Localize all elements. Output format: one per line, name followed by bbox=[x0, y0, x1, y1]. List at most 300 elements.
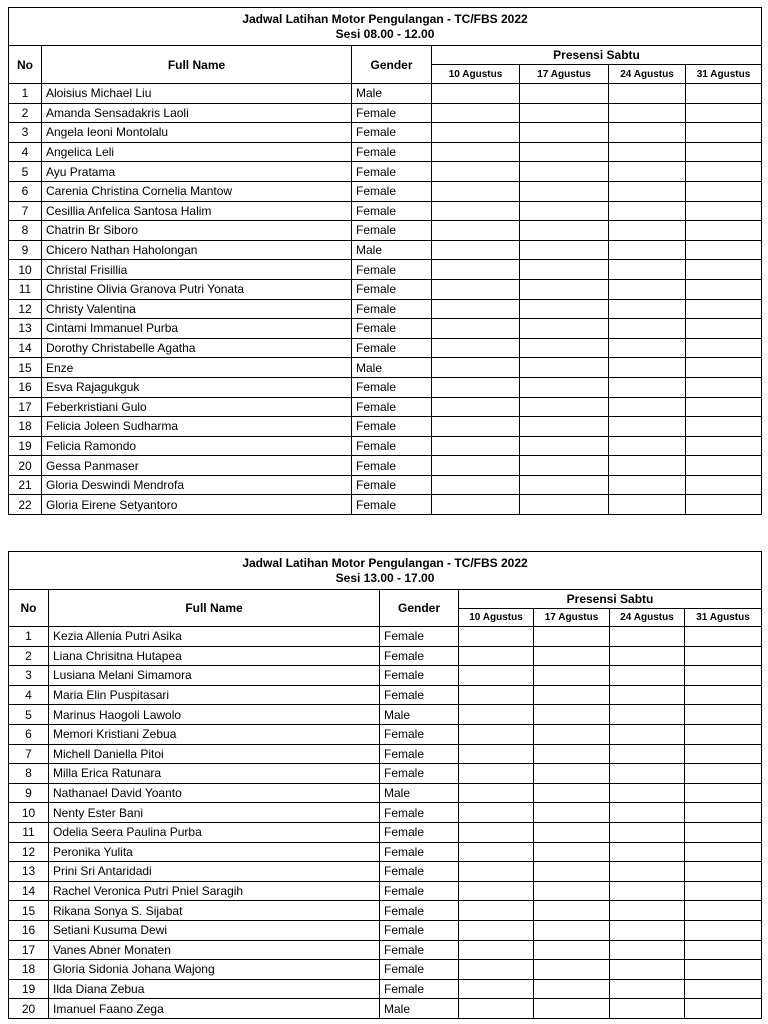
attendance-cell[interactable] bbox=[685, 822, 762, 842]
attendance-cell[interactable] bbox=[609, 358, 686, 378]
attendance-cell[interactable] bbox=[686, 417, 762, 437]
row-number: 11 bbox=[9, 279, 42, 299]
attendance-cell[interactable] bbox=[534, 764, 610, 784]
attendance-cell[interactable] bbox=[534, 920, 610, 940]
attendance-cell[interactable] bbox=[432, 279, 520, 299]
attendance-cell[interactable] bbox=[685, 803, 762, 823]
row-number: 12 bbox=[9, 842, 49, 862]
attendance-cell[interactable] bbox=[432, 142, 520, 162]
row-number: 9 bbox=[9, 240, 42, 260]
attendance-cell[interactable] bbox=[534, 940, 610, 960]
attendance-cell[interactable] bbox=[432, 201, 520, 221]
attendance-cell[interactable] bbox=[459, 783, 534, 803]
student-gender: Female bbox=[380, 666, 459, 686]
student-gender: Female bbox=[352, 319, 432, 339]
row-number: 12 bbox=[9, 299, 42, 319]
title-text: Jadwal Latihan Motor Pengulangan - TC/FBS 2022 bbox=[242, 11, 528, 26]
row-number: 13 bbox=[9, 862, 49, 882]
attendance-cell[interactable] bbox=[534, 666, 610, 686]
attendance-cell[interactable] bbox=[686, 475, 762, 495]
row-number: 21 bbox=[9, 475, 42, 495]
attendance-cell[interactable] bbox=[459, 627, 534, 647]
header-date: 31 Agustus bbox=[686, 65, 762, 84]
attendance-cell[interactable] bbox=[609, 123, 686, 143]
attendance-cell[interactable] bbox=[520, 417, 609, 437]
attendance-cell[interactable] bbox=[459, 666, 534, 686]
attendance-cell[interactable] bbox=[520, 475, 609, 495]
attendance-cell[interactable] bbox=[459, 724, 534, 744]
student-gender: Female bbox=[352, 436, 432, 456]
student-gender: Male bbox=[380, 705, 459, 725]
attendance-cell[interactable] bbox=[609, 436, 686, 456]
attendance-cell[interactable] bbox=[609, 495, 686, 515]
student-gender: Female bbox=[352, 162, 432, 182]
session-time: Sesi 13.00 - 17.00 bbox=[335, 570, 435, 585]
attendance-cell[interactable] bbox=[459, 920, 534, 940]
row-number: 19 bbox=[9, 979, 49, 999]
attendance-cell[interactable] bbox=[685, 940, 762, 960]
table-row bbox=[9, 685, 762, 705]
attendance-cell[interactable] bbox=[686, 260, 762, 280]
student-name: Rikana Sonya S. Sijabat bbox=[49, 901, 380, 921]
student-name: Amanda Sensadakris Laoli bbox=[42, 103, 352, 123]
table-row bbox=[9, 783, 762, 803]
header-date: 17 Agustus bbox=[534, 609, 610, 627]
attendance-cell[interactable] bbox=[609, 84, 686, 104]
attendance-cell[interactable] bbox=[609, 142, 686, 162]
attendance-cell[interactable] bbox=[610, 881, 685, 901]
attendance-cell[interactable] bbox=[520, 319, 609, 339]
student-gender: Male bbox=[352, 84, 432, 104]
attendance-cell[interactable] bbox=[686, 84, 762, 104]
attendance-cell[interactable] bbox=[685, 999, 762, 1019]
attendance-cell[interactable] bbox=[686, 358, 762, 378]
attendance-cell[interactable] bbox=[520, 436, 609, 456]
table-row bbox=[9, 103, 762, 123]
row-number: 2 bbox=[9, 103, 42, 123]
attendance-cell[interactable] bbox=[609, 201, 686, 221]
row-number: 8 bbox=[9, 764, 49, 784]
student-gender: Female bbox=[352, 279, 432, 299]
attendance-cell[interactable] bbox=[459, 979, 534, 999]
attendance-cell[interactable] bbox=[520, 495, 609, 515]
table-row bbox=[9, 744, 762, 764]
attendance-cell[interactable] bbox=[609, 240, 686, 260]
student-gender: Female bbox=[380, 646, 459, 666]
student-name: Felicia Joleen Sudharma bbox=[42, 417, 352, 437]
attendance-cell[interactable] bbox=[534, 724, 610, 744]
student-name: Cintami Immanuel Purba bbox=[42, 319, 352, 339]
attendance-cell[interactable] bbox=[610, 822, 685, 842]
attendance-cell[interactable] bbox=[459, 940, 534, 960]
student-gender: Female bbox=[380, 764, 459, 784]
attendance-cell[interactable] bbox=[686, 201, 762, 221]
student-gender: Female bbox=[352, 456, 432, 476]
student-name: Odelia Seera Paulina Purba bbox=[49, 822, 380, 842]
attendance-cell[interactable] bbox=[610, 764, 685, 784]
attendance-cell[interactable] bbox=[520, 221, 609, 241]
attendance-cell[interactable] bbox=[459, 901, 534, 921]
student-name: Prini Sri Antaridadi bbox=[49, 862, 380, 882]
attendance-cell[interactable] bbox=[432, 162, 520, 182]
student-name: Rachel Veronica Putri Pniel Saragih bbox=[49, 881, 380, 901]
attendance-cell[interactable] bbox=[432, 221, 520, 241]
attendance-cell[interactable] bbox=[609, 377, 686, 397]
row-number: 1 bbox=[9, 84, 42, 104]
student-gender: Female bbox=[380, 960, 459, 980]
student-name: Gloria Deswindi Mendrofa bbox=[42, 475, 352, 495]
table-row bbox=[9, 646, 762, 666]
attendance-cell[interactable] bbox=[609, 260, 686, 280]
attendance-cell[interactable] bbox=[520, 456, 609, 476]
attendance-cell[interactable] bbox=[520, 103, 609, 123]
attendance-cell[interactable] bbox=[534, 646, 610, 666]
attendance-cell[interactable] bbox=[432, 299, 520, 319]
header-date: 10 Agustus bbox=[432, 65, 520, 84]
attendance-cell[interactable] bbox=[534, 901, 610, 921]
attendance-cell[interactable] bbox=[685, 724, 762, 744]
row-number: 4 bbox=[9, 142, 42, 162]
attendance-cell[interactable] bbox=[459, 999, 534, 1019]
header-date: 24 Agustus bbox=[610, 609, 685, 627]
table-row bbox=[9, 901, 762, 921]
attendance-cell[interactable] bbox=[432, 456, 520, 476]
attendance-cell[interactable] bbox=[520, 358, 609, 378]
table-row bbox=[9, 960, 762, 980]
table-row bbox=[9, 920, 762, 940]
attendance-cell[interactable] bbox=[534, 999, 610, 1019]
attendance-cell[interactable] bbox=[534, 842, 610, 862]
student-name: Maria Elin Puspitasari bbox=[49, 685, 380, 705]
attendance-cell[interactable] bbox=[686, 436, 762, 456]
attendance-cell[interactable] bbox=[685, 744, 762, 764]
attendance-cell[interactable] bbox=[686, 279, 762, 299]
attendance-cell[interactable] bbox=[520, 377, 609, 397]
row-number: 14 bbox=[9, 338, 42, 358]
row-number: 1 bbox=[9, 627, 49, 647]
row-number: 7 bbox=[9, 201, 42, 221]
row-number: 20 bbox=[9, 999, 49, 1019]
table-row bbox=[9, 299, 762, 319]
table-row bbox=[9, 475, 762, 495]
student-name: Gessa Panmaser bbox=[42, 456, 352, 476]
table-row bbox=[9, 822, 762, 842]
attendance-cell[interactable] bbox=[685, 646, 762, 666]
attendance-cell[interactable] bbox=[520, 240, 609, 260]
attendance-cell[interactable] bbox=[520, 162, 609, 182]
header-gender: Gender bbox=[380, 590, 459, 627]
attendance-cell[interactable] bbox=[459, 822, 534, 842]
header-gender: Gender bbox=[352, 46, 432, 84]
row-number: 3 bbox=[9, 123, 42, 143]
row-number: 10 bbox=[9, 260, 42, 280]
attendance-cell[interactable] bbox=[459, 764, 534, 784]
attendance-cell[interactable] bbox=[685, 979, 762, 999]
attendance-cell[interactable] bbox=[686, 456, 762, 476]
attendance-cell[interactable] bbox=[520, 84, 609, 104]
student-name: Carenia Christina Cornelia Mantow bbox=[42, 181, 352, 201]
attendance-cell[interactable] bbox=[609, 279, 686, 299]
attendance-cell[interactable] bbox=[610, 685, 685, 705]
attendance-cell[interactable] bbox=[459, 960, 534, 980]
attendance-cell[interactable] bbox=[686, 240, 762, 260]
table-row bbox=[9, 724, 762, 744]
attendance-cell[interactable] bbox=[534, 979, 610, 999]
table-row bbox=[9, 338, 762, 358]
row-number: 22 bbox=[9, 495, 42, 515]
table-row bbox=[9, 181, 762, 201]
table-row bbox=[9, 999, 762, 1019]
attendance-cell[interactable] bbox=[534, 803, 610, 823]
attendance-cell[interactable] bbox=[610, 705, 685, 725]
attendance-cell[interactable] bbox=[685, 960, 762, 980]
attendance-cell[interactable] bbox=[432, 260, 520, 280]
attendance-cell[interactable] bbox=[432, 123, 520, 143]
attendance-cell[interactable] bbox=[459, 881, 534, 901]
attendance-cell[interactable] bbox=[686, 299, 762, 319]
student-gender: Female bbox=[380, 803, 459, 823]
row-number: 16 bbox=[9, 377, 42, 397]
header-attendance: Presensi Sabtu bbox=[432, 46, 762, 65]
student-name: Liana Chrisitna Hutapea bbox=[49, 646, 380, 666]
student-name: Chatrin Br Siboro bbox=[42, 221, 352, 241]
table-row bbox=[9, 940, 762, 960]
table-row bbox=[9, 84, 762, 104]
attendance-cell[interactable] bbox=[609, 456, 686, 476]
student-gender: Female bbox=[352, 142, 432, 162]
row-number: 2 bbox=[9, 646, 49, 666]
student-gender: Female bbox=[380, 979, 459, 999]
attendance-cell[interactable] bbox=[686, 397, 762, 417]
attendance-cell[interactable] bbox=[685, 920, 762, 940]
attendance-cell[interactable] bbox=[432, 319, 520, 339]
student-name: Enze bbox=[42, 358, 352, 378]
attendance-cell[interactable] bbox=[609, 475, 686, 495]
attendance-cell[interactable] bbox=[610, 724, 685, 744]
attendance-cell[interactable] bbox=[610, 842, 685, 862]
attendance-cell[interactable] bbox=[685, 862, 762, 882]
row-number: 17 bbox=[9, 397, 42, 417]
student-name: Felicia Ramondo bbox=[42, 436, 352, 456]
attendance-cell[interactable] bbox=[610, 979, 685, 999]
student-gender: Female bbox=[380, 822, 459, 842]
attendance-cell[interactable] bbox=[685, 666, 762, 686]
student-gender: Male bbox=[352, 358, 432, 378]
attendance-cell[interactable] bbox=[609, 162, 686, 182]
student-gender: Female bbox=[380, 901, 459, 921]
attendance-cell[interactable] bbox=[686, 162, 762, 182]
attendance-cell[interactable] bbox=[685, 901, 762, 921]
student-gender: Female bbox=[380, 881, 459, 901]
attendance-cell[interactable] bbox=[432, 240, 520, 260]
attendance-cell[interactable] bbox=[610, 803, 685, 823]
row-number: 7 bbox=[9, 744, 49, 764]
attendance-cell[interactable] bbox=[520, 123, 609, 143]
attendance-cell[interactable] bbox=[459, 862, 534, 882]
row-number: 17 bbox=[9, 940, 49, 960]
header-no: No bbox=[9, 590, 49, 627]
attendance-cell[interactable] bbox=[609, 299, 686, 319]
attendance-cell[interactable] bbox=[432, 103, 520, 123]
student-name: Cesillia Anfelica Santosa Halim bbox=[42, 201, 352, 221]
student-name: Lusiana Melani Simamora bbox=[49, 666, 380, 686]
student-name: Aloisius Michael Liu bbox=[42, 84, 352, 104]
attendance-cell[interactable] bbox=[520, 181, 609, 201]
attendance-cell[interactable] bbox=[686, 319, 762, 339]
attendance-cell[interactable] bbox=[459, 803, 534, 823]
attendance-cell[interactable] bbox=[685, 705, 762, 725]
student-gender: Female bbox=[380, 842, 459, 862]
attendance-cell[interactable] bbox=[432, 84, 520, 104]
header-no: No bbox=[9, 46, 42, 84]
attendance-cell[interactable] bbox=[610, 940, 685, 960]
student-gender: Female bbox=[352, 221, 432, 241]
attendance-cell[interactable] bbox=[432, 181, 520, 201]
attendance-cell[interactable] bbox=[610, 666, 685, 686]
attendance-cell[interactable] bbox=[686, 495, 762, 515]
attendance-cell[interactable] bbox=[432, 495, 520, 515]
attendance-cell[interactable] bbox=[432, 377, 520, 397]
attendance-cell[interactable] bbox=[686, 123, 762, 143]
table-row bbox=[9, 842, 762, 862]
attendance-cell[interactable] bbox=[686, 142, 762, 162]
attendance-cell[interactable] bbox=[534, 960, 610, 980]
attendance-cell[interactable] bbox=[459, 842, 534, 862]
session-time: Sesi 08.00 - 12.00 bbox=[335, 26, 435, 41]
student-name: Feberkristiani Gulo bbox=[42, 397, 352, 417]
student-gender: Male bbox=[380, 783, 459, 803]
table-row bbox=[9, 456, 762, 476]
attendance-cell[interactable] bbox=[534, 627, 610, 647]
attendance-cell[interactable] bbox=[610, 960, 685, 980]
student-name: Angela Ieoni Montolalu bbox=[42, 123, 352, 143]
attendance-cell[interactable] bbox=[610, 862, 685, 882]
attendance-cell[interactable] bbox=[685, 764, 762, 784]
attendance-cell[interactable] bbox=[520, 201, 609, 221]
table-row bbox=[9, 764, 762, 784]
table-row bbox=[9, 377, 762, 397]
student-gender: Female bbox=[380, 920, 459, 940]
attendance-cell[interactable] bbox=[610, 744, 685, 764]
attendance-cell[interactable] bbox=[609, 397, 686, 417]
table-row bbox=[9, 979, 762, 999]
row-number: 8 bbox=[9, 221, 42, 241]
attendance-cell[interactable] bbox=[534, 822, 610, 842]
attendance-cell[interactable] bbox=[686, 221, 762, 241]
attendance-cell[interactable] bbox=[609, 338, 686, 358]
table-row bbox=[9, 417, 762, 437]
attendance-cell[interactable] bbox=[610, 999, 685, 1019]
row-number: 15 bbox=[9, 901, 49, 921]
attendance-cell[interactable] bbox=[609, 181, 686, 201]
student-gender: Female bbox=[380, 744, 459, 764]
attendance-cell[interactable] bbox=[685, 842, 762, 862]
student-name: Gloria Eirene Setyantoro bbox=[42, 495, 352, 515]
row-number: 18 bbox=[9, 417, 42, 437]
attendance-cell[interactable] bbox=[520, 260, 609, 280]
attendance-cell[interactable] bbox=[685, 627, 762, 647]
attendance-cell[interactable] bbox=[610, 646, 685, 666]
row-number: 13 bbox=[9, 319, 42, 339]
attendance-cell[interactable] bbox=[609, 319, 686, 339]
row-number: 5 bbox=[9, 705, 49, 725]
header-date: 31 Agustus bbox=[685, 609, 762, 627]
student-name: Memori Kristiani Zebua bbox=[49, 724, 380, 744]
student-name: Marinus Haogoli Lawolo bbox=[49, 705, 380, 725]
attendance-cell[interactable] bbox=[534, 685, 610, 705]
attendance-cell[interactable] bbox=[432, 436, 520, 456]
attendance-cell[interactable] bbox=[520, 397, 609, 417]
attendance-cell[interactable] bbox=[520, 299, 609, 319]
attendance-cell[interactable] bbox=[432, 475, 520, 495]
attendance-cell[interactable] bbox=[686, 338, 762, 358]
attendance-cell[interactable] bbox=[609, 221, 686, 241]
attendance-cell[interactable] bbox=[609, 103, 686, 123]
attendance-cell[interactable] bbox=[686, 181, 762, 201]
row-number: 11 bbox=[9, 822, 49, 842]
attendance-cell[interactable] bbox=[534, 744, 610, 764]
student-name: Angelica Leli bbox=[42, 142, 352, 162]
header-full-name: Full Name bbox=[49, 590, 380, 627]
attendance-cell[interactable] bbox=[534, 862, 610, 882]
attendance-cell[interactable] bbox=[459, 744, 534, 764]
student-name: Imanuel Faano Zega bbox=[49, 999, 380, 1019]
attendance-cell[interactable] bbox=[610, 920, 685, 940]
student-name: Esva Rajagukguk bbox=[42, 377, 352, 397]
attendance-cell[interactable] bbox=[610, 627, 685, 647]
student-name: Ilda Diana Zebua bbox=[49, 979, 380, 999]
attendance-cell[interactable] bbox=[686, 377, 762, 397]
attendance-cell[interactable] bbox=[534, 881, 610, 901]
student-gender: Female bbox=[352, 417, 432, 437]
attendance-cell[interactable] bbox=[459, 685, 534, 705]
table-row bbox=[9, 666, 762, 686]
student-name: Milla Erica Ratunara bbox=[49, 764, 380, 784]
attendance-cell[interactable] bbox=[685, 685, 762, 705]
attendance-cell[interactable] bbox=[459, 646, 534, 666]
attendance-cell[interactable] bbox=[610, 783, 685, 803]
student-name: Setiani Kusuma Dewi bbox=[49, 920, 380, 940]
attendance-cell[interactable] bbox=[609, 417, 686, 437]
row-number: 6 bbox=[9, 724, 49, 744]
attendance-cell[interactable] bbox=[520, 279, 609, 299]
attendance-cell[interactable] bbox=[685, 881, 762, 901]
student-gender: Male bbox=[380, 999, 459, 1019]
student-gender: Female bbox=[352, 475, 432, 495]
title-text: Jadwal Latihan Motor Pengulangan - TC/FBS 2022 bbox=[242, 555, 528, 570]
attendance-cell[interactable] bbox=[534, 783, 610, 803]
student-name: Christy Valentina bbox=[42, 299, 352, 319]
student-name: Christal Frisillia bbox=[42, 260, 352, 280]
attendance-cell[interactable] bbox=[534, 705, 610, 725]
attendance-cell[interactable] bbox=[610, 901, 685, 921]
table-row bbox=[9, 142, 762, 162]
attendance-cell[interactable] bbox=[432, 358, 520, 378]
attendance-cell[interactable] bbox=[432, 397, 520, 417]
attendance-cell[interactable] bbox=[432, 417, 520, 437]
student-gender: Female bbox=[380, 862, 459, 882]
attendance-cell[interactable] bbox=[432, 338, 520, 358]
student-name: Gloria Sidonia Johana Wajong bbox=[49, 960, 380, 980]
attendance-cell[interactable] bbox=[686, 103, 762, 123]
attendance-cell[interactable] bbox=[459, 705, 534, 725]
row-number: 18 bbox=[9, 960, 49, 980]
attendance-cell[interactable] bbox=[685, 783, 762, 803]
student-name: Michell Daniella Pitoi bbox=[49, 744, 380, 764]
table-row bbox=[9, 162, 762, 182]
attendance-cell[interactable] bbox=[520, 338, 609, 358]
attendance-cell[interactable] bbox=[520, 142, 609, 162]
